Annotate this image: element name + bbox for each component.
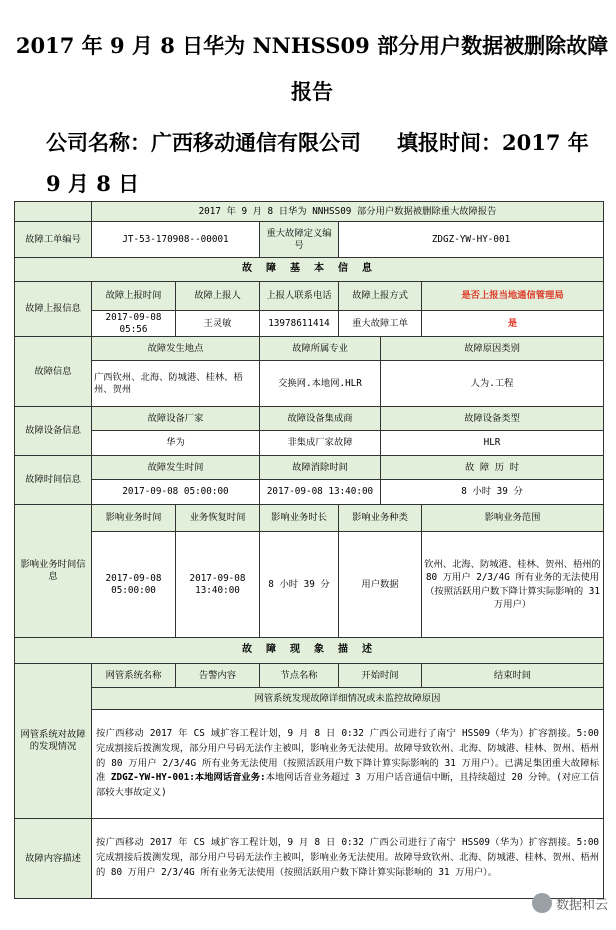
report-time-value: 2017-09-08 05:56	[92, 311, 176, 337]
fault-duration-header: 故 障 历 时	[381, 456, 604, 480]
report-method-value: 重大故障工单	[339, 311, 422, 337]
fault-clear-header: 故障消除时间	[260, 456, 381, 480]
device-vendor-value: 华为	[92, 431, 260, 456]
impact-duration-header: 影响业务时长	[260, 505, 339, 532]
nms-detail-subtitle: 网管系统发现故障详细情况或未监控故障原因	[92, 688, 604, 710]
report-info-label: 故障上报信息	[15, 282, 92, 337]
impact-info-label: 影响业务时间信息	[15, 505, 92, 638]
fault-location-header: 故障发生地点	[92, 337, 260, 361]
device-integrator-value: 非集成厂家故障	[260, 431, 381, 456]
reported-to-authority-header: 是否上报当地通信管理局	[422, 282, 604, 311]
fault-cause-header: 故障原因类别	[381, 337, 604, 361]
time-info-label: 故障时间信息	[15, 456, 92, 505]
nms-detail-text	[92, 710, 604, 819]
header-spacer	[15, 202, 92, 222]
reporter-phone-value: 13978611414	[260, 311, 339, 337]
impact-scope-header: 影响业务范围	[422, 505, 604, 532]
impact-start-header: 影响业务时间	[92, 505, 176, 532]
order-number-label: 故障工单编号	[15, 222, 92, 258]
fault-cause-value: 人为.工程	[381, 361, 604, 407]
report-method-header: 故障上报方式	[339, 282, 422, 311]
fault-specialty-value: 交换网.本地网.HLR	[260, 361, 381, 407]
watermark-text: 数据和云	[555, 897, 608, 913]
report-time-header: 故障上报时间	[92, 282, 176, 311]
service-restore-value: 2017-09-08 13:40:00	[176, 532, 260, 638]
report-title-line1: 2017 年 9 月 8 日华为 NNHSS09 部分用户数据被删除故障	[15, 33, 609, 58]
reporter-header: 故障上报人	[176, 282, 260, 311]
alarm-content-header: 告警内容	[176, 664, 260, 688]
fault-specialty-header: 故障所属专业	[260, 337, 381, 361]
device-type-value: HLR	[381, 431, 604, 456]
device-integrator-header: 故障设备集成商	[260, 407, 381, 431]
company-and-time	[46, 127, 589, 157]
impact-scope-value: 钦州、北海、防城港、桂林、贺州、梧州的 80 万用户 2/3/4G 所有业务的无法使用（按照活跃用户数下降计算实际影响的 31 万用户）	[422, 532, 604, 638]
nms-detail-text-a: 按广西移动 2017 年 CS 域扩容工程计划，9 月 8 日 0:32 广西公司进行了南宁 HSS09（华为）扩容割接。5:00 完成割接后拨测发现，部分用户号码无法作主被叫，影响业务无法使用。故障导致钦州、北海、防城港、桂林、贺州、梧州的 80 万用户 2/3/4G 所有业务无法使用（按照活跃用户数下降计算实际影响的 31 万用户）。已满足集团重大故障标准	[96, 727, 600, 784]
impact-type-header: 影响业务种类	[339, 505, 422, 532]
reporter-phone-header: 上报人联系电话	[260, 282, 339, 311]
fault-start-header: 故障发生时间	[92, 456, 260, 480]
phenomenon-title: 故 障 现 象 描 述	[15, 638, 604, 664]
reporter-value: 王灵敏	[176, 311, 260, 337]
fill-time-part2: 9 月 8 日	[46, 171, 140, 196]
reported-to-authority-value: 是	[422, 311, 604, 337]
order-number-value: JT-53-170908--00001	[92, 222, 260, 258]
device-type-header: 故障设备类型	[381, 407, 604, 431]
definition-number-value: ZDGZ-YW-HY-001	[339, 222, 604, 258]
fault-location-value: 广西钦州、北海、防城港、桂林、梧州、贺州	[92, 361, 260, 407]
start-time-header: 开始时间	[339, 664, 422, 688]
impact-start-value: 2017-09-08 05:00:00	[92, 532, 176, 638]
impact-type-value: 用户数据	[339, 532, 422, 638]
nms-detail-text-b: 本地网话音业务超过 3 万用户话音通信中断，且持续超过 20 分钟。(对应工信部较大事故定义)	[96, 772, 600, 799]
wechat-icon	[532, 893, 552, 913]
service-restore-header: 业务恢复时间	[176, 505, 260, 532]
fault-clear-value: 2017-09-08 13:40:00	[260, 480, 381, 505]
watermark	[532, 893, 608, 913]
nms-name-header: 网管系统名称	[92, 664, 176, 688]
fault-start-value: 2017-09-08 05:00:00	[92, 480, 260, 505]
fault-report-table	[14, 201, 604, 899]
definition-number-label: 重大故障定义编号	[260, 222, 339, 258]
fault-duration-value: 8 小时 39 分	[381, 480, 604, 505]
company-name: 公司名称：广西移动通信有限公司	[46, 130, 361, 155]
device-vendor-header: 故障设备厂家	[92, 407, 260, 431]
fault-content-text: 按广西移动 2017 年 CS 域扩容工程计划，9 月 8 日 0:32 广西公司进行了南宁 HSS09（华为）扩容割接。5:00 完成割接后拨测发现，部分用户号码无法作主被叫，影响业务无法使用。故障导致钦州、北海、防城港、桂林、贺州、梧州的 80 万用户 2/3/4G 所有业务无法使用（按照活跃用户数下降计算实际影响的 31 万用户）。	[92, 819, 604, 899]
impact-duration-value: 8 小时 39 分	[260, 532, 339, 638]
node-name-header: 节点名称	[260, 664, 339, 688]
nms-discovery-label: 网管系统对故障的发现情况	[15, 664, 92, 819]
nms-detail-standard: ZDGZ-YW-HY-001:本地网话音业务:	[110, 772, 266, 784]
fill-time-part1: 填报时间：2017 年	[397, 130, 589, 155]
report-title-line2: 报告	[291, 79, 333, 104]
device-info-label: 故障设备信息	[15, 407, 92, 456]
fault-content-label: 故障内容描述	[15, 819, 92, 899]
basic-info-title: 故 障 基 本 信 息	[15, 258, 604, 282]
table-caption: 2017 年 9 月 8 日华为 NNHSS09 部分用户数据被删除重大故障报告	[92, 202, 604, 222]
fault-info-label: 故障信息	[15, 337, 92, 407]
end-time-header: 结束时间	[422, 664, 604, 688]
